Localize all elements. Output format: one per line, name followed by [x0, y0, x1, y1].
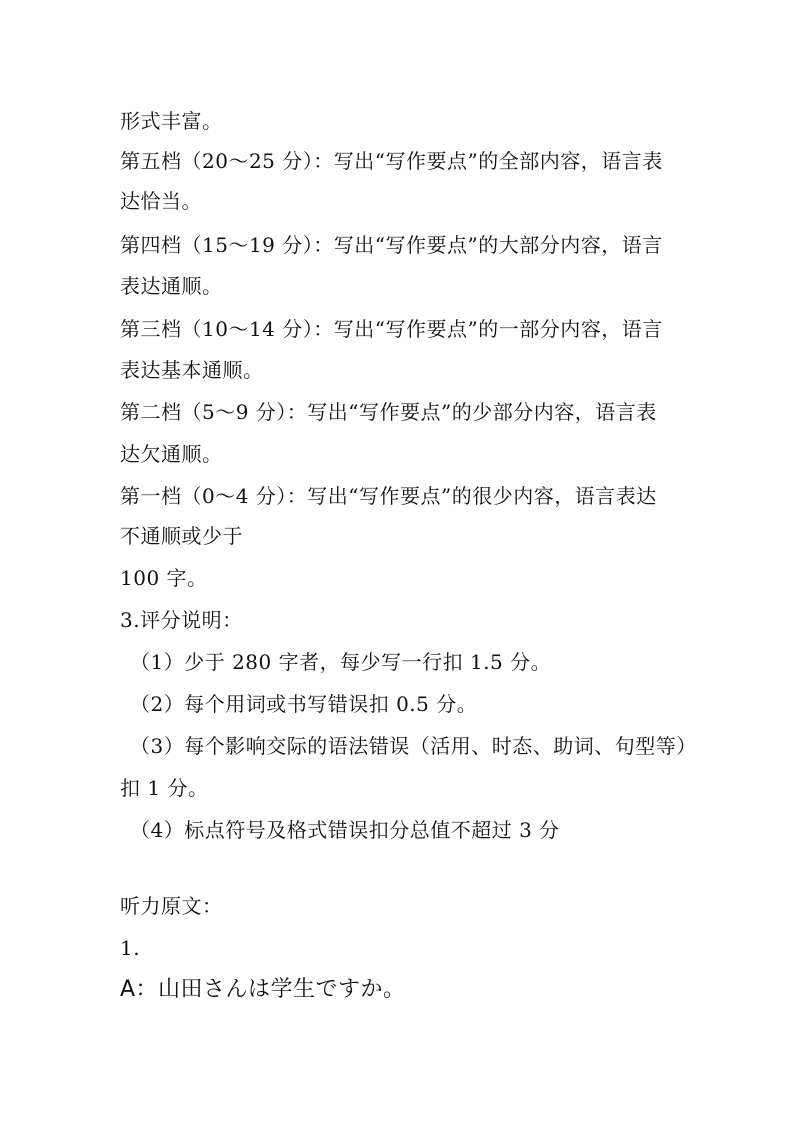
text-line: 形式丰富。 [120, 109, 223, 133]
text-line: 达欠通顺。 [120, 442, 223, 466]
section-heading: 3.评分说明： [120, 608, 243, 632]
text-line: 不通顺或少于 [120, 524, 243, 548]
text-line: 第四档（15～19 分）：写出“写作要点”的大部分内容，语言 [120, 233, 663, 257]
text-line: 第五档（20～25 分）：写出“写作要点”的全部内容，语言表 [120, 149, 663, 173]
text-line: 达恰当。 [120, 189, 202, 213]
section-heading: 听力原文： [120, 894, 223, 918]
text-line: 第一档（0～4 分）：写出“写作要点”的很少内容，语言表达 [120, 484, 657, 508]
dialogue-line: A：山田さんは学生ですか。 [120, 977, 406, 1002]
list-item: （1）少于 280 字者，每少写一行扣 1.5 分。 [130, 650, 552, 674]
text-line: 100 字。 [120, 566, 208, 590]
list-item: （2）每个用词或书写错误扣 0.5 分。 [130, 692, 478, 716]
text-line: 第三档（10～14 分）：写出“写作要点”的一部分内容，语言 [120, 317, 663, 341]
text-line: 表达通顺。 [120, 274, 223, 298]
text-line: 第二档（5～9 分）：写出“写作要点”的少部分内容，语言表 [120, 400, 657, 424]
list-item: （3）每个影响交际的语法错误（活用、时态、助词、句型等） [130, 734, 697, 758]
item-number: 1. [120, 936, 141, 960]
list-item: （4）标点符号及格式错误扣分总值不超过 3 分 [130, 818, 560, 842]
text-line: 扣 1 分。 [120, 776, 209, 800]
text-line: 表达基本通顺。 [120, 358, 264, 382]
